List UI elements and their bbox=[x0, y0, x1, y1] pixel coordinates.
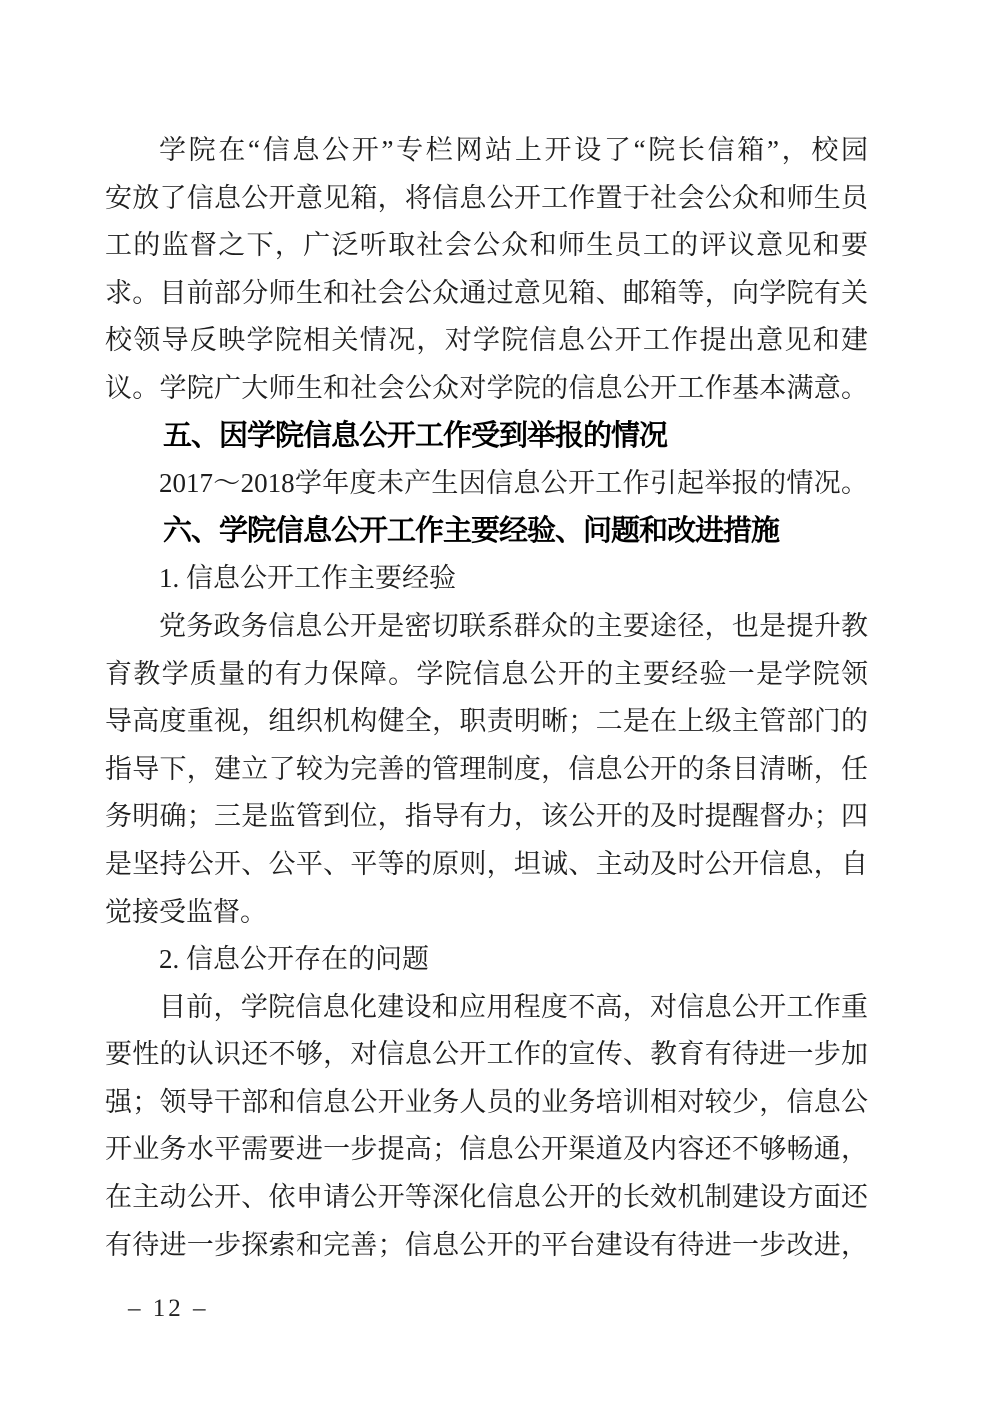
section-heading bbox=[105, 508, 868, 556]
paragraph bbox=[105, 127, 868, 413]
text-line: 议。学院广大师生和社会公众对学院的信息公开工作基本满意。 bbox=[105, 372, 868, 403]
text-line: 五、因学院信息公开工作受到举报的情况 bbox=[163, 419, 668, 452]
paragraph bbox=[105, 603, 868, 936]
text-line: 1. 信息公开工作主要经验 bbox=[159, 563, 456, 594]
sub-heading bbox=[105, 555, 868, 603]
text-line: 党务政务信息公开是密切联系群众的主要途径，也是提升教 bbox=[159, 610, 868, 641]
text-line: 校领导反映学院相关情况，对学院信息公开工作提出意见和建 bbox=[105, 325, 868, 356]
section-heading bbox=[105, 413, 868, 461]
text-line: 是坚持公开、公平、平等的原则，坦诚、主动及时公开信息，自 bbox=[105, 848, 868, 879]
paragraph bbox=[105, 460, 868, 508]
text-line: 求。目前部分师生和社会公众通过意见箱、邮箱等，向学院有关 bbox=[105, 277, 868, 308]
text-line: 2017～2018学年度未产生因信息公开工作引起举报的情况。 bbox=[159, 468, 868, 499]
text-line: 有待进一步探索和完善；信息公开的平台建设有待进一步改进， bbox=[105, 1229, 868, 1260]
text-line: 务明确；三是监管到位，指导有力，该公开的及时提醒督办；四 bbox=[105, 801, 868, 832]
text-line: 学院在“信息公开”专栏网站上开设了“院长信箱”，校园 bbox=[159, 135, 868, 165]
text-line: 目前，学院信息化建设和应用程度不高，对信息公开工作重 bbox=[159, 991, 868, 1022]
paragraph bbox=[105, 984, 868, 1270]
text-line: 开业务水平需要进一步提高；信息公开渠道及内容还不够畅通， bbox=[105, 1134, 868, 1165]
text-line: 工的监督之下，广泛听取社会公众和师生员工的评议意见和要 bbox=[105, 230, 868, 261]
text-line: 安放了信息公开意见箱，将信息公开工作置于社会公众和师生员 bbox=[105, 182, 868, 213]
text-line: 导高度重视，组织机构健全，职责明晰；二是在上级主管部门的 bbox=[105, 706, 868, 737]
text-line: 觉接受监督。 bbox=[105, 896, 267, 927]
text-line: 2. 信息公开存在的问题 bbox=[159, 944, 429, 975]
page-footer bbox=[128, 1292, 209, 1326]
text-line: 在主动公开、依申请公开等深化信息公开的长效机制建设方面还 bbox=[105, 1182, 868, 1213]
text-line: 育教学质量的有力保障。学院信息公开的主要经验一是学院领 bbox=[105, 658, 868, 689]
text-line: 指导下，建立了较为完善的管理制度，信息公开的条目清晰，任 bbox=[105, 753, 868, 784]
text-line: 六、学院信息公开工作主要经验、问题和改进措施 bbox=[163, 514, 780, 547]
document-body bbox=[105, 127, 868, 1269]
text-line: 强；领导干部和信息公开业务人员的业务培训相对较少，信息公 bbox=[105, 1086, 868, 1117]
sub-heading bbox=[105, 936, 868, 984]
page-number: – 12 – bbox=[128, 1295, 209, 1322]
text-line: 要性的认识还不够，对信息公开工作的宣传、教育有待进一步加 bbox=[105, 1039, 868, 1070]
